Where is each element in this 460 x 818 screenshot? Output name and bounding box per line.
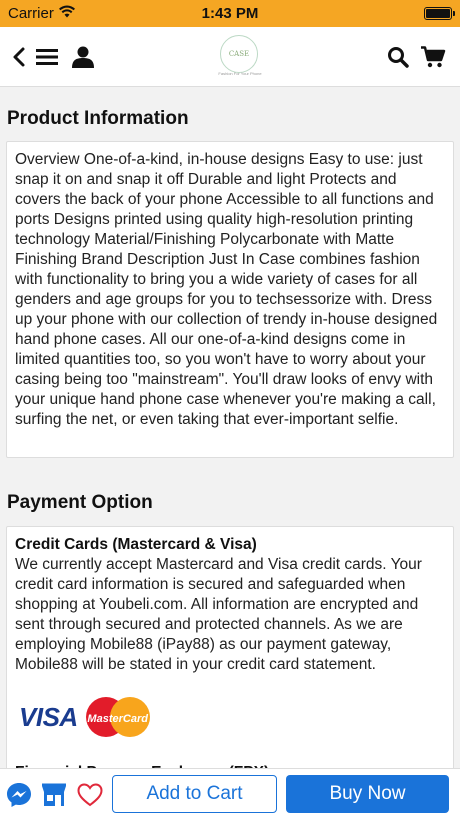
battery-icon: [424, 7, 452, 20]
brand-logo[interactable]: [220, 35, 258, 73]
account-icon[interactable]: [68, 42, 98, 72]
logo-text: CASE: [228, 50, 250, 58]
product-info-title: Product Information: [7, 108, 189, 129]
payment-logos: [15, 697, 445, 737]
carrier-label: Carrier: [8, 5, 54, 22]
product-info-card: [6, 141, 454, 458]
product-info-body: Overview One-of-a-kind, in-house designs Easy to use: just snap it on and snap it off Durable and light Protects and covers the back of your phone Accessible to all functions and ports Designs printed using quality high-resolution printing technology Material/Finishing Polycarbonate with Matte Finishing Brand Description Just In Case combines fashion with functionality to bring you a wide variety of cases for all genders and age groups for you to techsessorize with. Dress up your phone with our collection of trendy in-house designed hand phone cases. All our one-of-a-kind designs come in limited quantities too, so you won't have to worry about your casing being too "mainstream". You'll draw looks of envy with your unique hand phone case whenever you're making a call, surfing the net, or even taking that ever-important selfie.: [15, 151, 438, 428]
heart-icon[interactable]: [76, 781, 104, 809]
nav-bar: [0, 27, 460, 87]
add-to-cart-button[interactable]: Add to Cart: [112, 775, 277, 813]
payment-option-card: [6, 526, 454, 786]
bottom-action-bar: [0, 768, 460, 818]
payment-option-title: Payment Option: [7, 492, 153, 513]
credit-cards-body: We currently accept Mastercard and Visa credit cards. Your credit card information is secured and safeguarded when shopping at Youbeli.com. All information are encrypted and sent through secured and protected channels. As we are employing Mobile88 (iPay88) as our payment gateway, Mobile88 will be stated in your credit card statement.: [15, 556, 422, 673]
content-scroll[interactable]: [0, 88, 460, 768]
credit-cards-heading: Credit Cards (Mastercard & Visa): [15, 536, 257, 553]
visa-logo: VISA: [19, 702, 78, 732]
mastercard-logo: [86, 697, 150, 737]
menu-icon[interactable]: [32, 42, 62, 72]
status-time: 1:43 PM: [201, 5, 259, 22]
cart-icon[interactable]: [418, 42, 448, 72]
back-icon[interactable]: [4, 42, 34, 72]
buy-now-button[interactable]: Buy Now: [286, 775, 449, 813]
status-bar: [0, 0, 460, 27]
store-icon[interactable]: [40, 781, 68, 809]
messenger-icon[interactable]: [5, 781, 33, 809]
search-icon[interactable]: [383, 42, 413, 72]
mastercard-label: MasterCard: [87, 713, 148, 725]
logo-subtext: Fashion For Your Phone: [218, 71, 262, 76]
